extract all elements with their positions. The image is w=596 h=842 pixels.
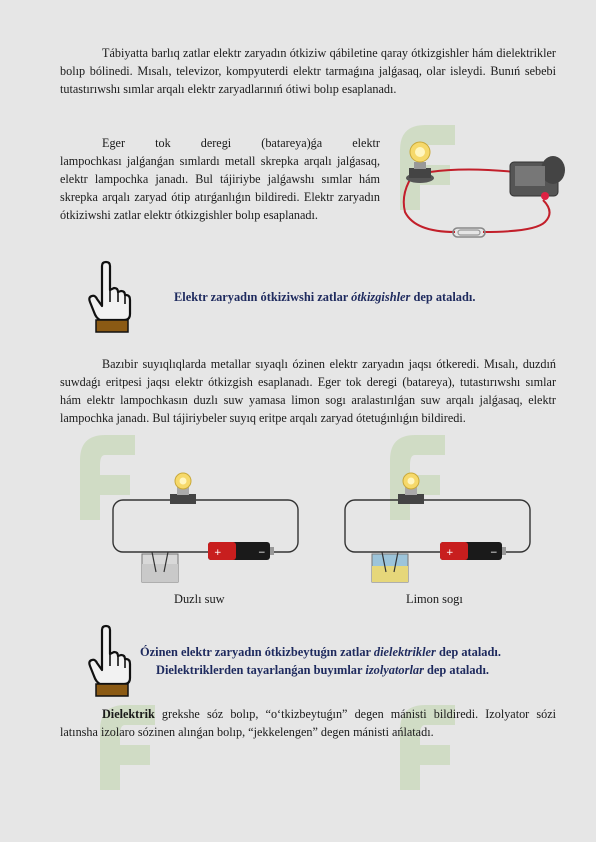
circuit-salt-water-illustration [108,472,308,582]
paragraph-etymology [60,705,556,741]
svg-text:+: + [214,548,222,558]
definition-text: dep ataladı. [435,645,501,659]
etymology-text: grekshe sóz bolıp, “o‘tkizbeytuǵın” degen mánisti bildiredi. Izolyator sózi latınsha izolaro sózinen alınǵan bolıp, “jekkelengen” degen mánisti ańlatadı. [60,707,556,739]
circuit-lemon-juice-illustration [340,472,540,582]
definition-conductors [174,290,475,305]
term-conductors: ótkizgishler [351,290,411,304]
paragraph-experiment-first-line: Eger tok deregi (batareya)ǵa elektr [102,136,380,150]
circuit-paperclip-illustration [395,132,575,242]
term-dielectrics: dielektrikler [373,645,436,659]
svg-text:−: − [258,548,266,558]
caption-lemon-juice: Limon sogı [406,592,463,606]
definition-text: Dielektriklerden tayarlanǵan buyımlar [156,663,366,677]
svg-text:−: − [490,548,498,558]
paragraph-solutions: Bazıbir suyıqlıqlarda metallar sıyaqlı ózinen elektr zaryadın jaqsı ótkeredi. Mısalı, duzdıń suwdaǵı eritpesi jaqsı elektr ótkizgish esaplanadı. Eger tok deregi (batareya), tutastırıwshı sımlar hám elektr lampochkasın duzlı suw yamasa limon sogı aralastırılǵan suw arqalı jalǵasaq, elektr lampochka janadı. Bul tájiriybeler suyıq eritpe arqalı zaryad ótetuǵınlıǵın bildiredi. [60,357,556,425]
term-insulators: izolyatorlar [365,663,424,677]
svg-text:+: + [446,548,454,558]
definition-insulators [156,663,489,678]
caption-salt-water: Duzlı suw [174,592,225,606]
paragraph-experiment: lampochkası jalǵanǵan sımlardı metall skrepka arqalı jalǵasaq, elektr lampochka janadı. Bul tájiriybe jalǵawshı sımlar hám skrepka arqalı zaryad ótip atırǵanlıǵın bildiredi. Elektr zaryadın ótkiziwshi zatlar elektr ótkizgishler bolıp esaplanadı. [60,154,380,222]
definition-dielectrics [140,645,501,660]
paragraph-intro: Tábiyatta barlıq zatlar elektr zaryadın ótkiziw qábiletine qaray ótkizgishler hám dielektrikler bolıp bólinedi. Mısalı, televizor, kompyuterdi elektr tarmaǵına jalǵasaq, olar isleydi. Bunıń sebebi tutastırıwshı sımlar arqalı elektr zaryadlarınıń ótiwi bolıp esaplanadı. [60,46,556,96]
pointing-hand-icon [88,262,130,334]
term-dielectric: Dielektrik [102,707,155,721]
definition-text: Ózinen elektr zaryadın ótkizbeytuǵın zatlar [140,645,374,659]
definition-text: Elektr zaryadın ótkiziwshi zatlar [174,290,352,304]
definition-text: dep ataladı. [410,290,476,304]
definition-text: dep ataladı. [423,663,489,677]
pointing-hand-icon [88,626,130,698]
